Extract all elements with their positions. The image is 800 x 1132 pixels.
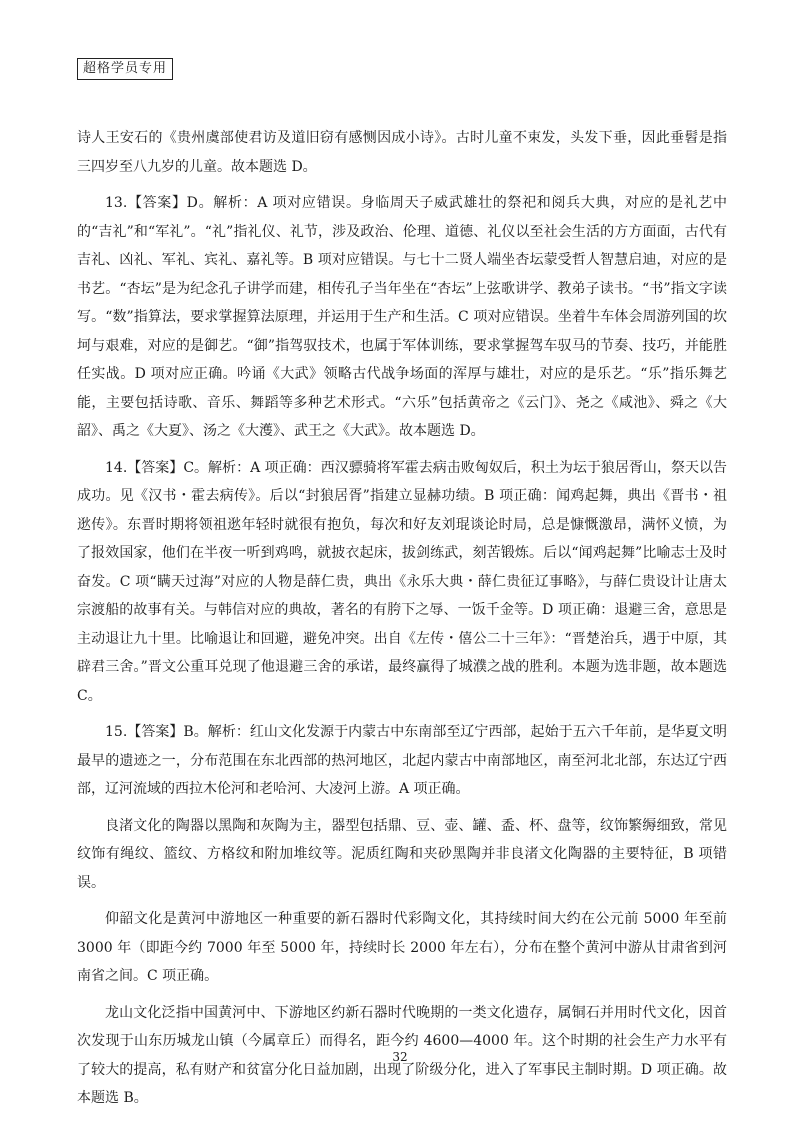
paragraph-continuation: 诗人王安石的《贵州虞部使君访及道旧窃有感恻因成小诗》。古时儿童不束发，头发下垂，因此垂髫是指三四岁至八九岁的儿童。故本题选 D。 — [77, 130, 727, 175]
answer-13: 13.【答案】D。解析：A 项对应错误。身临周天子威武雄壮的祭祀和阅兵大典，对应的是礼艺中的“吉礼”和“军礼”。“礼”指礼仪、礼节，涉及政治、伦理、道德、礼仪以至社会生活的方方面面，古代有吉礼、凶礼、军礼、宾礼、嘉礼等。B 项对应错误。与七十二贤人端坐杏坛蒙受哲人智慧启迪，对应的是书艺。“杏坛”是为纪念孔子讲学而建，相传孔子当年坐在“杏坛”上弦歌讲学、教弟子读书。“书”指文字读写。“数”指算法，要求掌握算法原理，并运用于生产和生活。C 项对应错误。坐着牛车体会周游列国的坎坷与艰难，对应的是御艺。“御”指驾驭技术，也属于军体训练，要求掌握驾车驭马的节奏、技巧，并能胜任实战。D 项对应正确。吟诵《大武》领略古代战争场面的浑厚与雄壮，对应的是乐艺。“乐”指乐舞艺能，主要包括诗歌、音乐、舞蹈等多种艺术形式。“六乐”包括黄帝之《云门》、尧之《咸池》、舜之《大韶》、禹之《大夏》、汤之《大濩》、武王之《大武》。故本题选 D。 — [77, 195, 727, 439]
yangshao-paragraph: 仰韶文化是黄河中游地区一种重要的新石器时代彩陶文化，其持续时间大约在公元前 5000 年至前 3000 年（即距今约 7000 年至 5000 年，持续时长 2000 年左右），分布在整个黄河中游从甘肃省到河南省之间。C 项正确。 — [77, 911, 727, 984]
liangzhu-paragraph: 良渚文化的陶器以黑陶和灰陶为主，器型包括鼎、豆、壶、罐、盉、杯、盘等，纹饰繁缛细致，常见纹饰有绳纹、篮纹、方格纹和附加堆纹等。泥质红陶和夹砂黑陶并非良渚文化陶器的主要特征，B 项错误。 — [77, 817, 727, 891]
answer-14: 14.【答案】C。解析：A 项正确：西汉骠骑将军霍去病击败匈奴后，积土为坛于狼居胥山，祭天以告成功。见《汉书・霍去病传》。后以“封狼居胥”指建立显赫功绩。B 项正确：闻鸡起舞，典出《晋书・祖逖传》。东晋时期将领祖逖年轻时就很有抱负，每次和好友刘琨谈论时局，总是慷慨激昂，满怀义愤，为了报效国家，他们在半夜一听到鸡鸣，就披衣起床，拔剑练武，刻苦锻炼。后以“闻鸡起舞”比喻志士及时奋发。C 项“瞒天过海”对应的人物是薛仁贵，典出《永乐大典・薛仁贵征辽事略》，与薛仁贵设计让唐太宗渡船的故事有关。与韩信对应的典故，著名的有胯下之辱、一饭千金等。D 项正确：退避三舍，意思是主动退让九十里。比喻退让和回避，避免冲突。出自《左传・僖公二十三年》：“晋楚治兵，遇于中原，其辟君三舍。”晋文公重耳兑现了他退避三舍的承诺，最终赢得了城濮之战的胜利。本题为选非题，故本题选 C。 — [77, 459, 727, 704]
exclusive-badge: 超格学员专用 — [77, 58, 173, 80]
answer-explanations — [77, 124, 727, 1113]
longshan-paragraph: 龙山文化泛指中国黄河中、下游地区约新石器时代晚期的一类文化遗存，属铜石并用时代文化，因首次发现于山东历城龙山镇（今属章丘）而得名，距今约 4600—4000 年。这个时期的社会生产力水平有了较大的提高，私有财产和贫富分化日益加剧，出现了阶级分化，进入了军事民主制时期。D 项正确。故本题选 B。 — [77, 1004, 727, 1106]
answer-15: 15.【答案】B。解析：红山文化发源于内蒙古中东南部至辽宁西部，起始于五六千年前，是华夏文明最早的遗迹之一，分布范围在东北西部的热河地区，北起内蒙古中南部地区，南至河北北部，东达辽宁西部，辽河流域的西拉木伦河和老哈河、大凌河上游。A 项正确。 — [77, 724, 727, 797]
page-number: 32 — [392, 1050, 408, 1064]
